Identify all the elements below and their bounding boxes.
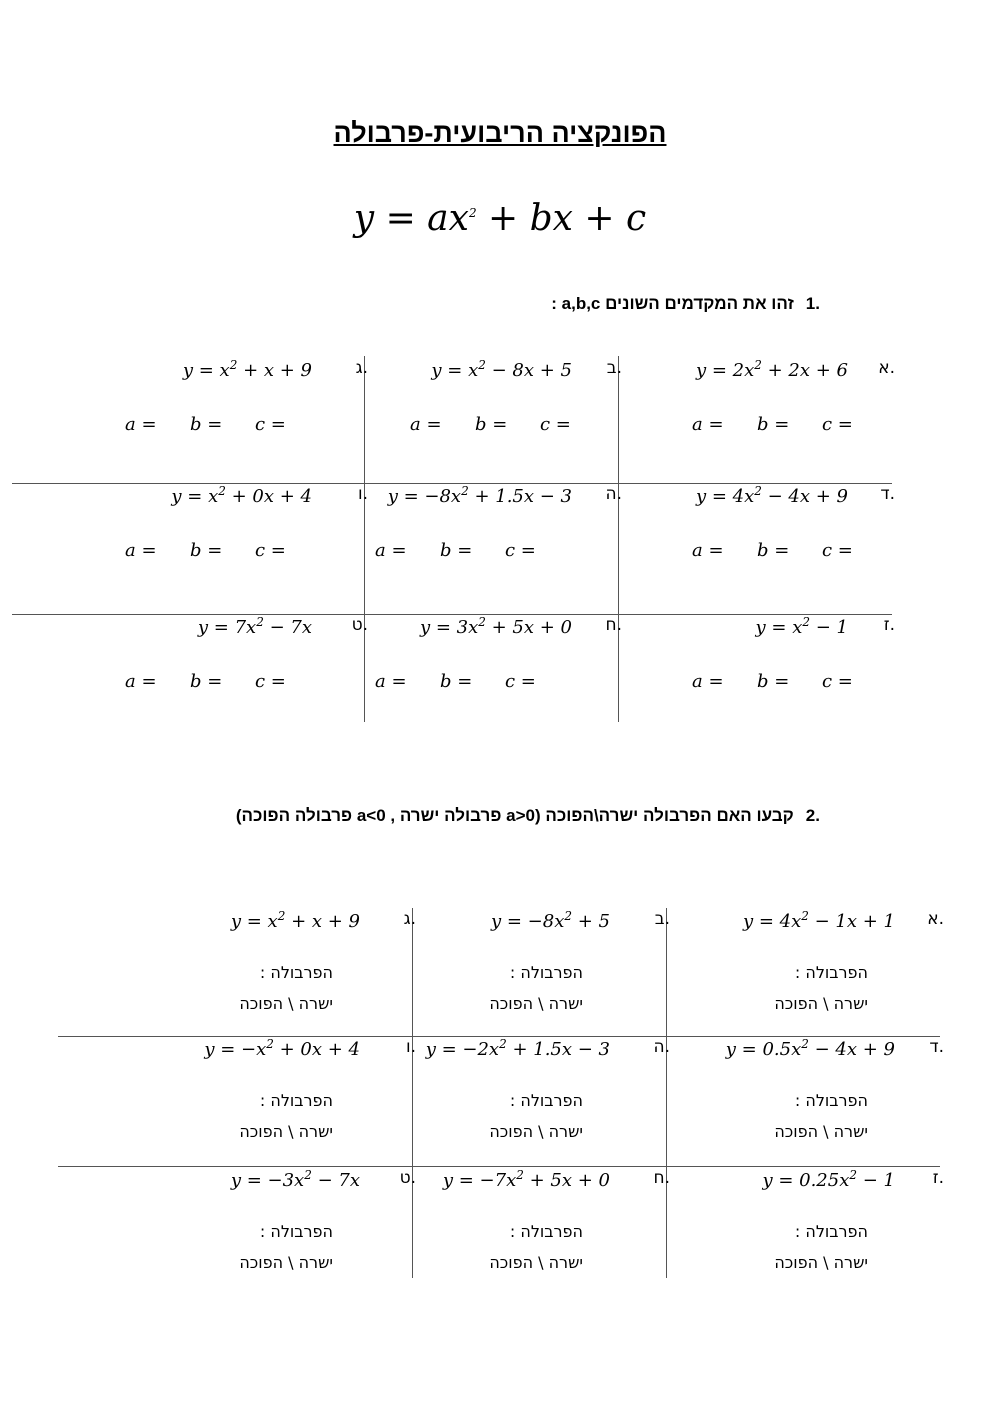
item-letter: .ז <box>932 1168 944 1188</box>
item-letter: .ג <box>355 358 368 378</box>
coef-a-blank[interactable]: a = <box>692 414 724 435</box>
q2-row-divider <box>58 1166 940 1167</box>
coefficient-blanks <box>692 540 853 561</box>
item-letter: .ח <box>653 1168 670 1188</box>
parabola-label: הפרבולה : <box>509 963 583 982</box>
coef-c-blank[interactable]: c = <box>540 414 571 435</box>
parabola-options[interactable]: ישרה \ הפוכה <box>774 1122 868 1141</box>
equation: $y = 4x^2 - 1x + 1$ <box>742 909 895 932</box>
item-letter: .א <box>927 909 944 929</box>
coef-c-blank[interactable]: c = <box>255 540 286 561</box>
parabola-options[interactable]: ישרה \ הפוכה <box>239 1253 333 1272</box>
equation: $y = x^2 + x + 9$ <box>230 909 360 932</box>
coef-a-blank[interactable]: a = <box>410 414 442 435</box>
item-letter: .ט <box>399 1168 416 1188</box>
q1-text: זהו את המקדמים השונים a,b,c : <box>551 294 794 313</box>
coef-b-blank[interactable]: b = <box>190 414 223 435</box>
item-letter: .ב <box>654 909 670 929</box>
equation: $y = 2x^2 + 2x + 6$ <box>695 358 848 381</box>
coefficient-blanks <box>692 671 853 692</box>
equation: $y = -x^2 + 0x + 4$ <box>204 1037 360 1060</box>
parabola-label: הפרבולה : <box>794 963 868 982</box>
item-letter: .ג <box>403 909 416 929</box>
coef-c-blank[interactable]: c = <box>822 540 853 561</box>
item-letter: .ב <box>606 358 622 378</box>
coefficient-blanks <box>375 671 536 692</box>
coef-c-blank[interactable]: c = <box>255 671 286 692</box>
equation: $y = -2x^2 + 1.5x - 3$ <box>425 1037 610 1060</box>
q2-col-divider <box>666 908 667 1278</box>
equation: $y = 4x^2 - 4x + 9$ <box>695 484 848 507</box>
equation: $y = -3x^2 - 7x$ <box>230 1168 360 1191</box>
item-letter: .ו <box>357 484 368 504</box>
parabola-label: הפרבולה : <box>259 963 333 982</box>
item-letter: .ה <box>605 484 622 504</box>
item-letter: .ו <box>405 1037 416 1057</box>
equation: $y = -8x^2 + 5$ <box>490 909 610 932</box>
coef-a-blank[interactable]: a = <box>375 540 407 561</box>
item-letter: .א <box>878 358 895 378</box>
equation: $y = 7x^2 - 7x$ <box>197 615 312 638</box>
parabola-options[interactable]: ישרה \ הפוכה <box>239 994 333 1013</box>
coef-c-blank[interactable]: c = <box>822 671 853 692</box>
coefficient-blanks <box>125 671 286 692</box>
coef-b-blank[interactable]: b = <box>475 414 508 435</box>
q2-text: קבעו האם הפרבולה ישרה\הפוכה (a>0 פרבולה ישרה , a<0 פרבולה הפוכה) <box>235 806 794 825</box>
parabola-options[interactable]: ישרה \ הפוכה <box>239 1122 333 1141</box>
equation: $y = 3x^2 + 5x + 0$ <box>419 615 572 638</box>
coef-a-blank[interactable]: a = <box>125 671 157 692</box>
item-letter: .ד <box>880 484 895 504</box>
q1-number: .1 <box>805 294 820 313</box>
general-formula: $y = ax^2$ + bx + c <box>353 198 647 239</box>
coef-a-blank[interactable]: a = <box>375 671 407 692</box>
parabola-options[interactable]: ישרה \ הפוכה <box>774 994 868 1013</box>
equation: $y = x^2 - 1$ <box>755 615 848 638</box>
item-letter: .ז <box>883 615 895 635</box>
coef-b-blank[interactable]: b = <box>440 671 473 692</box>
parabola-options[interactable]: ישרה \ הפוכה <box>489 1122 583 1141</box>
item-letter: .ה <box>653 1037 670 1057</box>
coef-a-blank[interactable]: a = <box>125 414 157 435</box>
item-letter: .ח <box>605 615 622 635</box>
item-letter: .ד <box>929 1037 944 1057</box>
equation: $y = x^2 + x + 9$ <box>182 358 312 381</box>
coef-b-blank[interactable]: b = <box>757 671 790 692</box>
coef-a-blank[interactable]: a = <box>125 540 157 561</box>
coefficient-blanks <box>125 414 286 435</box>
parabola-label: הפרבולה : <box>259 1091 333 1110</box>
coefficient-blanks <box>410 414 571 435</box>
parabola-options[interactable]: ישרה \ הפוכה <box>774 1253 868 1272</box>
coef-c-blank[interactable]: c = <box>505 540 536 561</box>
equation: $y = x^2 - 8x + 5$ <box>431 358 572 381</box>
parabola-label: הפרבולה : <box>794 1091 868 1110</box>
coefficient-blanks <box>692 414 853 435</box>
coefficient-blanks <box>375 540 536 561</box>
coef-b-blank[interactable]: b = <box>757 414 790 435</box>
item-letter: .ט <box>351 615 368 635</box>
coef-a-blank[interactable]: a = <box>692 671 724 692</box>
equation: $y = x^2 + 0x + 4$ <box>171 484 312 507</box>
parabola-label: הפרבולה : <box>259 1222 333 1241</box>
coef-b-blank[interactable]: b = <box>757 540 790 561</box>
coef-b-blank[interactable]: b = <box>440 540 473 561</box>
parabola-label: הפרבולה : <box>794 1222 868 1241</box>
q2-col-divider <box>412 908 413 1278</box>
parabola-options[interactable]: ישרה \ הפוכה <box>489 994 583 1013</box>
equation: $y = -8x^2 + 1.5x - 3$ <box>387 484 572 507</box>
coef-a-blank[interactable]: a = <box>692 540 724 561</box>
parabola-label: הפרבולה : <box>509 1091 583 1110</box>
parabola-label: הפרבולה : <box>509 1222 583 1241</box>
page-title: הפונקציה הריבועית-פרבולה <box>333 118 667 148</box>
q1-col-divider <box>364 356 365 722</box>
q1-heading <box>551 294 820 314</box>
q2-heading <box>236 806 820 826</box>
coef-c-blank[interactable]: c = <box>255 414 286 435</box>
parabola-options[interactable]: ישרה \ הפוכה <box>489 1253 583 1272</box>
coefficient-blanks <box>125 540 286 561</box>
coef-c-blank[interactable]: c = <box>822 414 853 435</box>
equation: $y = -7x^2 + 5x + 0$ <box>442 1168 610 1191</box>
coef-c-blank[interactable]: c = <box>505 671 536 692</box>
q1-col-divider <box>618 356 619 722</box>
equation: $y = 0.25x^2 - 1$ <box>762 1168 895 1191</box>
coef-b-blank[interactable]: b = <box>190 540 223 561</box>
coef-b-blank[interactable]: b = <box>190 671 223 692</box>
q2-number: .2 <box>805 806 820 825</box>
equation: $y = 0.5x^2 - 4x + 9$ <box>725 1037 895 1060</box>
